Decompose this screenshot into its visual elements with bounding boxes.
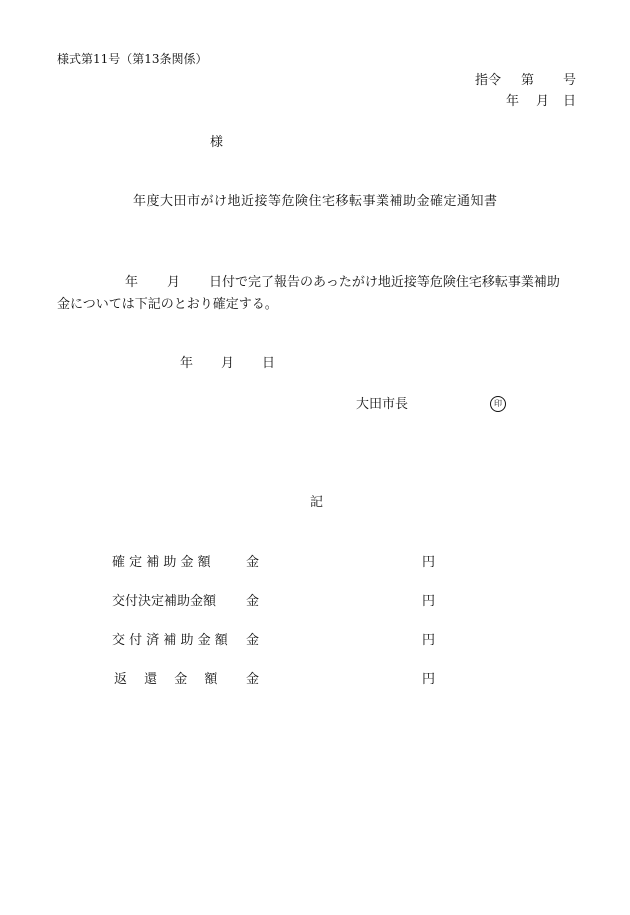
body-year-unit: 年: [125, 275, 139, 290]
shirei-label: 指令: [475, 73, 502, 88]
form-number: 様式第11号（第13条関係）: [57, 52, 208, 66]
item-kin-kakutei: 金: [246, 555, 260, 570]
seal-mark: 印: [490, 396, 506, 412]
dai-label: 第: [521, 73, 535, 88]
issue-month-unit: 月: [536, 94, 550, 109]
item-kin-koufu-kettei: 金: [246, 594, 260, 609]
item-en-koufu-kettei: 円: [422, 594, 436, 609]
item-label-koufu-zumi: 交 付 済 補 助 金 額: [112, 633, 228, 648]
sign-month-unit: 月: [221, 356, 235, 371]
addressee-suffix: 様: [210, 135, 224, 150]
item-label-kakutei: 確 定 補 助 金 額: [112, 555, 211, 570]
item-label-henkan: 返 還 金 額: [114, 672, 218, 687]
issue-day-unit: 日: [563, 94, 577, 109]
sign-day-unit: 日: [262, 356, 276, 371]
item-label-koufu-kettei: 交付決定補助金額: [112, 594, 217, 609]
ki-heading: 記: [310, 495, 324, 510]
item-kin-henkan: 金: [246, 672, 260, 687]
item-en-koufu-zumi: 円: [422, 633, 436, 648]
body-text-line2: 金については下記のとおり確定する。: [57, 297, 278, 312]
body-day-text: 日付で完了報告のあったがけ地近接等危険住宅移転事業補助: [209, 275, 560, 290]
mayor-title: 大田市長: [356, 397, 409, 412]
gou-label: 号: [563, 73, 577, 88]
issue-year-unit: 年: [506, 94, 520, 109]
item-en-henkan: 円: [422, 672, 436, 687]
document-title: 年度大田市がけ地近接等危険住宅移転事業補助金確定通知書: [133, 194, 498, 209]
sign-year-unit: 年: [180, 356, 194, 371]
item-en-kakutei: 円: [422, 555, 436, 570]
body-month-unit: 月: [167, 275, 181, 290]
item-kin-koufu-zumi: 金: [246, 633, 260, 648]
